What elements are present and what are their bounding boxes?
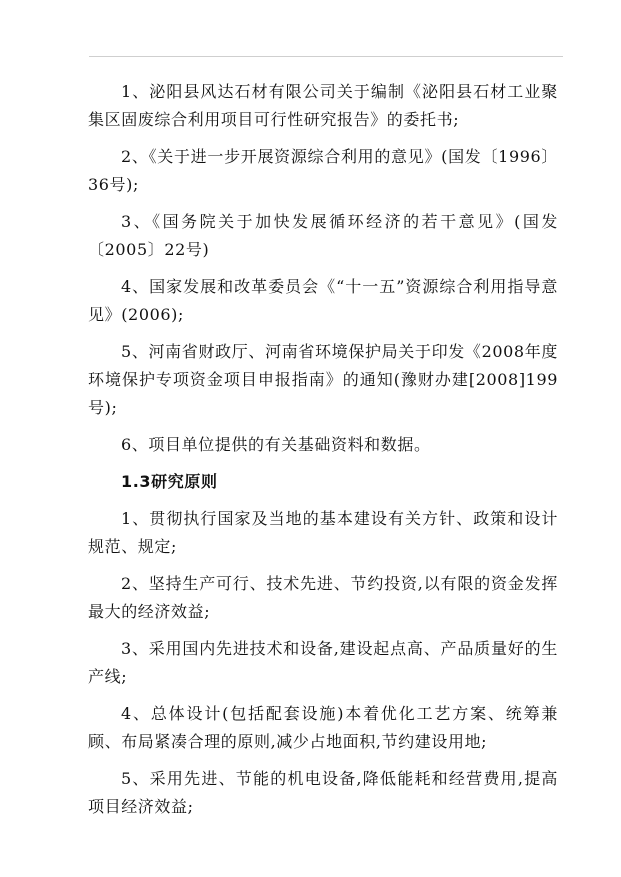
reference-item: 3、《国务院关于加快发展循环经济的若干意见》(国发〔2005〕22号) (88, 212, 558, 259)
section-heading: 1.3研究原则 (121, 472, 218, 491)
reference-item: 6、项目单位提供的有关基础资料和数据。 (121, 435, 431, 454)
document-body (88, 78, 558, 830)
reference-item: 1、泌阳县风达石材有限公司关于编制《泌阳县石材工业聚集区固废综合利用项目可行性研究报告》的委托书; (88, 82, 558, 129)
header-divider (89, 56, 563, 57)
principle-item: 1、贯彻执行国家及当地的基本建设有关方针、政策和设计规范、规定; (88, 509, 558, 556)
reference-item: 2、《关于进一步开展资源综合利用的意见》(国发〔1996〕36号); (88, 147, 558, 194)
principle-item: 5、采用先进、节能的机电设备,降低能耗和经营费用,提高项目经济效益; (88, 769, 558, 816)
reference-item: 4、国家发展和改革委员会《“十一五”资源综合利用指导意见》(2006); (88, 277, 558, 324)
principle-item: 4、总体设计(包括配套设施)本着优化工艺方案、统筹兼顾、布局紧凑合理的原则,减少占地面积,节约建设用地; (88, 704, 558, 751)
principle-item: 3、采用国内先进技术和设备,建设起点高、产品质量好的生产线; (88, 639, 558, 686)
reference-item: 5、河南省财政厅、河南省环境保护局关于印发《2008年度环境保护专项资金项目申报指南》的通知(豫财办建[2008]199号); (88, 342, 558, 417)
principle-item: 2、坚持生产可行、技术先进、节约投资,以有限的资金发挥最大的经济效益; (88, 574, 558, 621)
